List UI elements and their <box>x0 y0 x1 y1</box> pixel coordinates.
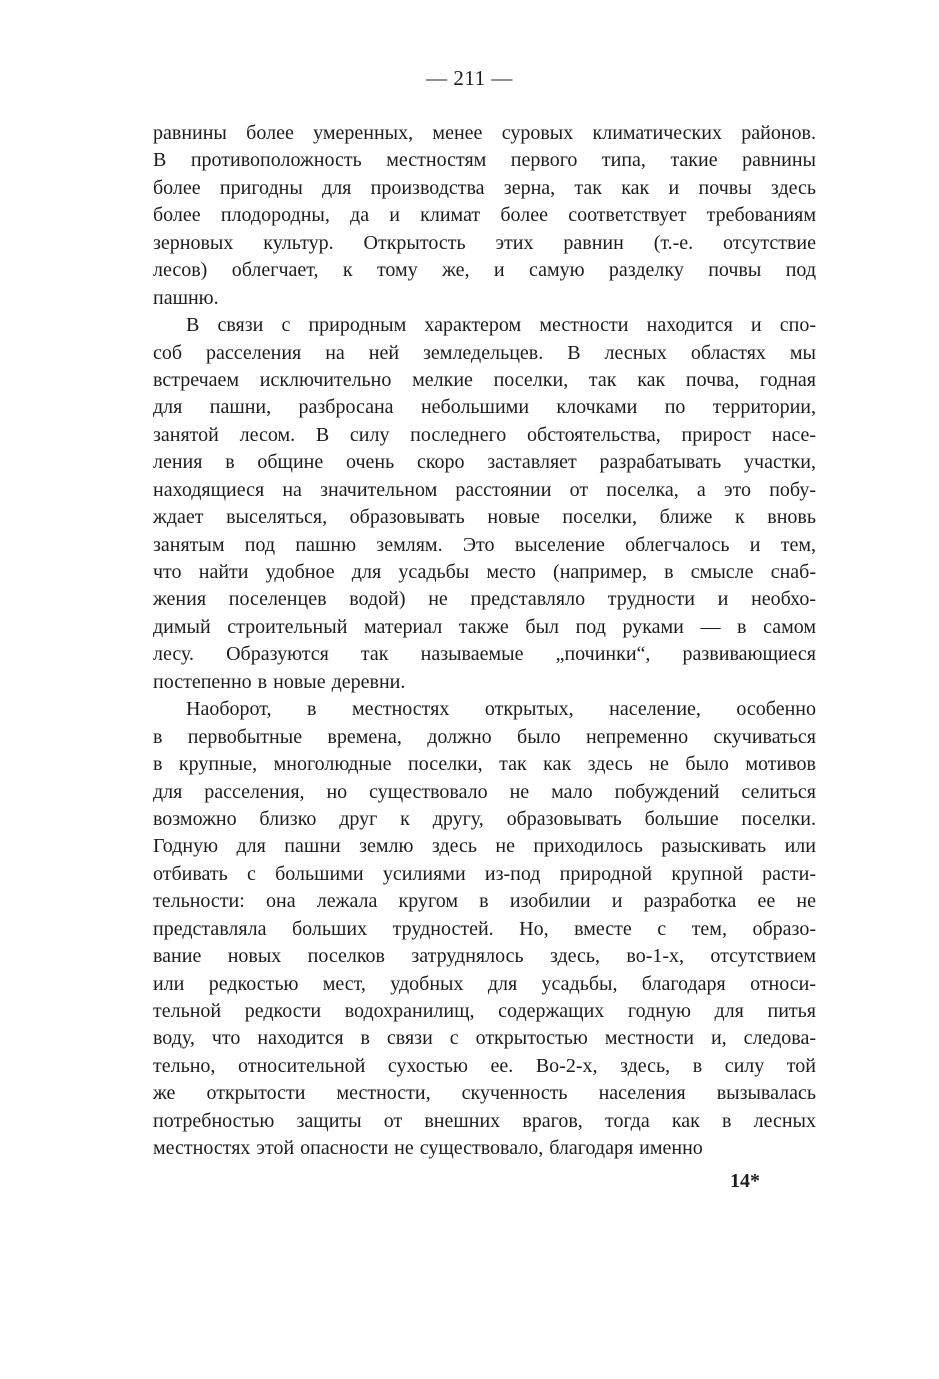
text-line: возможно близко друг к другу, образовывать большие поселки. <box>153 807 816 830</box>
text-line: же открытости местности, скученность населения вызывалась <box>153 1082 816 1105</box>
text-line: занятой лесом. В силу последнего обстоятельства, прирост насе- <box>153 423 816 446</box>
text-line: представляла больших трудностей. Но, вместе с тем, образо- <box>153 917 816 940</box>
text-line: В противоположность местностям первого типа, такие равнины <box>153 149 816 172</box>
text-line: ления в общине очень скоро заставляет разрабатывать участки, <box>153 451 816 474</box>
text-line: лесов) облегчает, к тому же, и самую разделку почвы под <box>153 259 816 282</box>
text-line: воду, что находится в связи с открытостью местности и, следова- <box>153 1027 816 1050</box>
text-line: Наоборот, в местностях открытых, население, особенно <box>186 698 816 721</box>
text-line: для пашни, разбросана небольшими клочками по территории, <box>153 396 816 419</box>
text-line: что найти удобное для усадьбы место (например, в смысле снаб- <box>153 561 816 583</box>
text-line: находящиеся на значительном расстоянии от поселка, а это побу- <box>153 478 816 501</box>
text-line: отбивать с большими усилиями из-под природной крупной расти- <box>153 862 816 885</box>
text-line: более пригодны для производства зерна, так как и почвы здесь <box>153 176 816 199</box>
text-line: в крупные, многолюдные поселки, так как здесь не было мотивов <box>153 753 816 776</box>
text-line: В связи с природным характером местности находится и спо- <box>186 314 816 337</box>
body-text <box>153 120 816 1163</box>
text-line: лесу. Образуются так называемые „починки“, развивающиеся <box>153 643 816 666</box>
text-line: тельности: она лежала кругом в изобилии и разработка ее не <box>153 890 816 913</box>
text-line: димый строительный материал также был под руками — в самом <box>153 615 816 638</box>
paragraph <box>153 696 816 1162</box>
text-line: тельной редкости водохранилищ, содержащих годную для питья <box>153 1000 816 1022</box>
signature-mark: 14* <box>730 1170 760 1192</box>
text-line: более плодородны, да и климат более соответствует требованиям <box>153 204 816 227</box>
text-line: местностях этой опасности не существовало, благодаря именно <box>153 1137 703 1160</box>
text-line: занятым под пашню землям. Это выселение облегчалось и тем, <box>153 533 816 556</box>
text-line: равнины более умеренных, менее суровых климатических районов. <box>153 122 816 144</box>
text-line: встречаем исключительно мелкие поселки, так как почва, годная <box>153 368 816 391</box>
text-line: вание новых поселков затруднялось здесь, во-1-х, отсутствием <box>153 945 816 968</box>
text-line: пашню. <box>153 286 219 309</box>
text-line: тельно, относительной сухостью ее. Во-2-х, здесь, в силу той <box>153 1054 816 1077</box>
text-line: для расселения, но существовало не мало побуждений селиться <box>153 780 816 803</box>
text-line: постепенно в новые деревни. <box>153 670 406 693</box>
text-line: в первобытные времена, должно было непременно скучиваться <box>153 725 816 748</box>
text-line: ждает выселяться, образовывать новые поселки, ближе к вновь <box>153 506 816 529</box>
text-line: или редкостью мест, удобных для усадьбы, благодаря относи- <box>153 972 816 995</box>
text-line: жения поселенцев водой) не представляло трудности и необхо- <box>153 588 816 611</box>
text-line: Годную для пашни землю здесь не приходилось разыскивать или <box>153 835 816 858</box>
text-line: соб расселения на ней земледельцев. В лесных областях мы <box>153 341 816 364</box>
text-line: потребностью защиты от внешних врагов, тогда как в лесных <box>153 1109 816 1132</box>
paragraph <box>153 312 816 696</box>
paragraph <box>153 120 816 312</box>
text-line: зерновых культур. Открытость этих равнин (т.-е. отсутствие <box>153 231 816 254</box>
page-number: — 211 — <box>426 66 513 90</box>
